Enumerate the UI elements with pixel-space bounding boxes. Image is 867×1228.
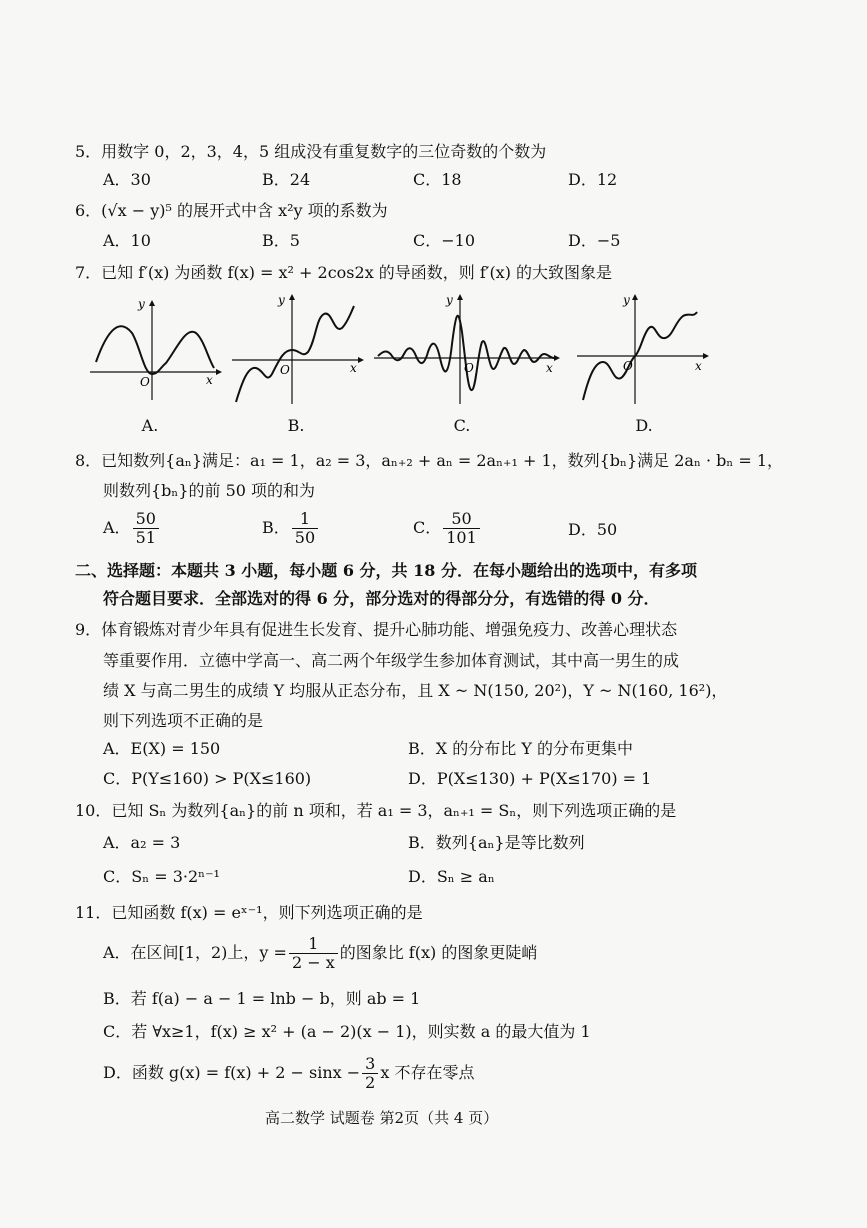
q9-line4: 则下列选项不正确的是 bbox=[103, 711, 264, 730]
graph-b bbox=[230, 292, 365, 407]
q9-option-d: D．P(X≤130) + P(X≤170) = 1 bbox=[408, 769, 652, 788]
q5-option-a: A．30 bbox=[103, 170, 151, 189]
q9-line3: 绩 X 与高二男生的成绩 Y 均服从正态分布，且 X ~ N(150, 20²)，Y ~ N(160, 16²)， bbox=[103, 681, 728, 700]
graph-label-d: D. bbox=[635, 416, 653, 435]
section2-heading-line2: 符合题目要求．全部选对的得 6 分，部分选对的得部分分，有选错的得 0 分． bbox=[103, 589, 660, 608]
graph-a-x-label: x bbox=[206, 373, 213, 387]
q9-line1: 9．体育锻炼对青少年具有促进生长发育、提升心肺功能、增强免疫力、改善心理状态 bbox=[75, 620, 678, 639]
q10-option-c: C．Sₙ = 3·2ⁿ⁻¹ bbox=[103, 867, 220, 886]
graph-c-y-label: y bbox=[446, 293, 453, 307]
q11-option-b: B．若 f(a) − a − 1 = lnb − b，则 ab = 1 bbox=[103, 989, 421, 1008]
q8-option-c: C． $\frac{50}{101}$ bbox=[413, 510, 482, 547]
q8-option-a: A． $\frac{50}{51}$ bbox=[103, 510, 161, 547]
q8-stem-line2: 则数列{bₙ}的前 50 项的和为 bbox=[103, 481, 316, 500]
q8-option-d: D．50 bbox=[568, 520, 618, 539]
graph-b-origin: O bbox=[280, 363, 290, 377]
graph-c-origin: O bbox=[464, 361, 474, 375]
q5-option-d: D．12 bbox=[568, 170, 618, 189]
q10-option-a: A．a₂ = 3 bbox=[103, 833, 181, 852]
q10-option-b: B．数列{aₙ}是等比数列 bbox=[408, 833, 585, 852]
graph-c-curve bbox=[378, 316, 554, 390]
q10-option-d: D．Sₙ ≥ aₙ bbox=[408, 867, 495, 886]
q6-option-b: B．5 bbox=[262, 231, 300, 250]
section2-heading-line1: 二、选择题：本题共 3 小题，每小题 6 分，共 18 分．在每小题给出的选项中，有多项 bbox=[75, 561, 697, 580]
q6-option-d: D．−5 bbox=[568, 231, 621, 250]
q6-stem: 6．(√x − y)⁵ 的展开式中含 x²y 项的系数为 bbox=[75, 201, 388, 220]
page-footer: 高二数学 试题卷 第2页（共 4 页） bbox=[265, 1109, 499, 1127]
graph-c-x-label: x bbox=[546, 361, 553, 375]
q9-option-b: B．X 的分布比 Y 的分布更集中 bbox=[408, 739, 633, 758]
q8-option-b: B． $\frac{1}{50}$ bbox=[262, 510, 320, 547]
graph-a bbox=[88, 298, 223, 403]
q11-stem: 11．已知函数 f(x) = eˣ⁻¹，则下列选项正确的是 bbox=[75, 903, 423, 922]
q11-option-a: A．在区间[1，2)上，y = $\frac{1}{2 - x}$ 的图象比 f(x) 的图象更陡峭 bbox=[103, 934, 538, 972]
graph-d bbox=[575, 292, 710, 407]
graph-b-y-label: y bbox=[278, 293, 285, 307]
graph-label-b: B. bbox=[287, 416, 305, 435]
q10-stem: 10．已知 Sₙ 为数列{aₙ}的前 n 项和，若 a₁ = 3，aₙ₊₁ = Sₙ，则下列选项正确的是 bbox=[75, 801, 677, 820]
graph-a-origin: O bbox=[140, 375, 150, 389]
q6-option-c: C．−10 bbox=[413, 231, 476, 250]
q9-option-c: C．P(Y≤160) > P(X≤160) bbox=[103, 769, 312, 788]
q8-stem-line1: 8．已知数列{aₙ}满足：a₁ = 1，a₂ = 3，aₙ₊₂ + aₙ = 2aₙ₊₁ + 1，数列{bₙ}满足 2aₙ · bₙ = 1， bbox=[75, 451, 784, 470]
graph-d-y-label: y bbox=[623, 293, 630, 307]
q5-option-c: C．18 bbox=[413, 170, 462, 189]
graph-c bbox=[372, 292, 562, 407]
graph-d-x-label: x bbox=[695, 359, 702, 373]
q5-option-b: B．24 bbox=[262, 170, 311, 189]
graph-d-origin: O bbox=[623, 359, 633, 373]
graph-label-c: C. bbox=[453, 416, 471, 435]
q9-option-a: A．E(X) = 150 bbox=[103, 739, 221, 758]
graph-b-x-label: x bbox=[350, 361, 357, 375]
q7-stem: 7．已知 f′(x) 为函数 f(x) = x² + 2cos2x 的导函数，则 f′(x) 的大致图象是 bbox=[75, 263, 613, 282]
q6-option-a: A．10 bbox=[103, 231, 151, 250]
graph-a-curve bbox=[96, 326, 214, 374]
graph-a-y-label: y bbox=[138, 298, 145, 311]
graph-b-curve bbox=[236, 306, 354, 402]
q11-option-c: C．若 ∀x≥1，f(x) ≥ x² + (a − 2)(x − 1)，则实数 a 的最大值为 1 bbox=[103, 1022, 591, 1041]
q5-stem: 5．用数字 0，2，3，4，5 组成没有重复数字的三位奇数的个数为 bbox=[75, 142, 547, 161]
graph-label-a: A. bbox=[141, 416, 159, 435]
q9-line2: 等重要作用．立德中学高一、高二两个年级学生参加体育测试，其中高一男生的成 bbox=[103, 651, 680, 670]
q11-option-d: D．函数 g(x) = f(x) + 2 − sinx − $\frac{3}{2}$ x 不存在零点 bbox=[103, 1054, 475, 1092]
